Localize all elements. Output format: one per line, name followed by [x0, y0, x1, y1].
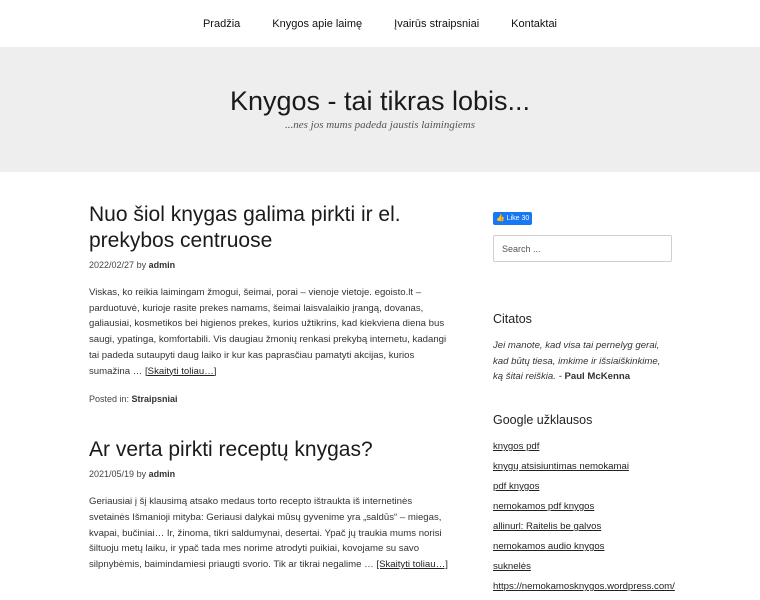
- site-header: [0, 47, 760, 172]
- google-queries-title: Google užklausos: [493, 413, 593, 428]
- search-input[interactable]: [493, 235, 672, 262]
- post-excerpt: [89, 494, 449, 573]
- post-entry: [89, 437, 449, 573]
- posted-in-label: Posted in:: [89, 394, 130, 405]
- sidebar: [493, 207, 673, 599]
- query-link[interactable]: knygų atsisiuntimas nemokamai: [493, 461, 629, 473]
- category-link[interactable]: Straipsniai: [131, 394, 178, 405]
- quote-text: Jei manote, kad visa tai pernelyg gerai, kad būtų tiesa, imkime ir išsiaiškinkime, ką šitai reiškia.: [493, 340, 661, 383]
- list-item: [493, 559, 673, 574]
- post-list: [89, 202, 449, 573]
- post-excerpt: [89, 285, 449, 379]
- list-item: [493, 579, 673, 594]
- query-link[interactable]: pdf knygos: [493, 481, 540, 493]
- facebook-like-button[interactable]: [493, 212, 532, 225]
- read-more-link[interactable]: [Skaityti toliau…]: [376, 559, 448, 571]
- quotes-widget-title: Citatos: [493, 312, 532, 326]
- post-title[interactable]: Ar verta pirkti receptų knygas?: [89, 438, 373, 462]
- post-category: [89, 394, 449, 404]
- post-meta: [89, 469, 449, 479]
- post-date[interactable]: 2021/05/19: [89, 469, 135, 480]
- post-by: by: [136, 260, 147, 270]
- read-more-link[interactable]: [Skaityti toliau…]: [145, 365, 217, 377]
- nav-item-happiness-books[interactable]: Knygos apie laimę: [272, 17, 363, 30]
- query-link[interactable]: knygos pdf: [493, 441, 540, 453]
- google-queries-list: [493, 439, 673, 594]
- list-item: [493, 539, 673, 554]
- nav-item-home[interactable]: Pradžia: [202, 17, 241, 30]
- site-tagline: ...nes jos mums padeda jaustis laimingiems: [284, 119, 476, 131]
- query-link[interactable]: suknelės: [493, 561, 531, 573]
- list-item: [493, 459, 673, 474]
- quote-separator: -: [555, 371, 565, 383]
- quote: [493, 338, 673, 385]
- post-entry: [89, 202, 449, 404]
- nav-item-articles[interactable]: Įvairūs straipsniai: [394, 17, 480, 30]
- post-author[interactable]: admin: [148, 469, 176, 480]
- top-navigation: [0, 0, 760, 47]
- query-link[interactable]: nemokamos audio knygos: [493, 541, 605, 553]
- post-meta: [89, 260, 449, 270]
- post-date[interactable]: 2022/02/27: [89, 260, 135, 270]
- nav-item-contacts[interactable]: Kontaktai: [511, 17, 558, 30]
- post-excerpt-text: Viskas, ko reikia laimingam žmogui, šeimai, porai – vienoje vietoje. egoisto.lt – parduotuvė, kurioje rasite prekes namams, šeimai laisvalaikio įrangą, dovanas, galiausiai, kosmetikos bei higienos prekes, kurios užtikrins, kad kiekviena diena bus saugi, ypatinga, komfortabili. Vis daugiau žmonių renkasi prekybą internetu, kadangi tai padeda sutaupyti daug laiko ir kur kas paprasčiau pamatyti akcijas, kurios sumažina …: [89, 287, 447, 377]
- site-title[interactable]: Knygos - tai tikras lobis...: [229, 86, 531, 116]
- query-link[interactable]: https://nemokamosknygos.wordpress.com/: [493, 581, 675, 593]
- google-queries-widget: [493, 413, 673, 594]
- query-link[interactable]: allinurl: Raitelis be galvos: [493, 521, 602, 533]
- list-item: [493, 519, 673, 534]
- post-excerpt-text: Geriausiai į šį klausimą atsako medaus torto receptо ištraukta iš internetinės svetainės Išmanioji mityba: Geriausi dalykai mūsų gyvenime yra „saldūs“ – miegas, kvapai, bučiniai… Ir, žinoma, tikri saldumynai, desertai. Ypač jų traukia mums norisi šiltuoju metų laiku, ir ypač tada mes norime atrodyti puikiai, kovojame su savo silpnybėmis, baimindamiesi priaugti svorio. Tik ar tikrai negalime …: [89, 496, 442, 571]
- thumbs-up-icon: 👍: [496, 215, 505, 222]
- post-by: by: [136, 469, 147, 480]
- list-item: [493, 479, 673, 494]
- quote-author: Paul McKenna: [564, 371, 631, 383]
- quotes-widget: [493, 312, 673, 385]
- list-item: [493, 499, 673, 514]
- post-title[interactable]: Nuo šiol knygas galima pirkti ir el. prekybos centruose: [89, 203, 401, 252]
- post-author[interactable]: admin: [148, 260, 176, 270]
- list-item: [493, 439, 673, 454]
- facebook-like-label: Like 30: [506, 214, 530, 222]
- query-link[interactable]: nemokamos pdf knygos: [493, 501, 595, 513]
